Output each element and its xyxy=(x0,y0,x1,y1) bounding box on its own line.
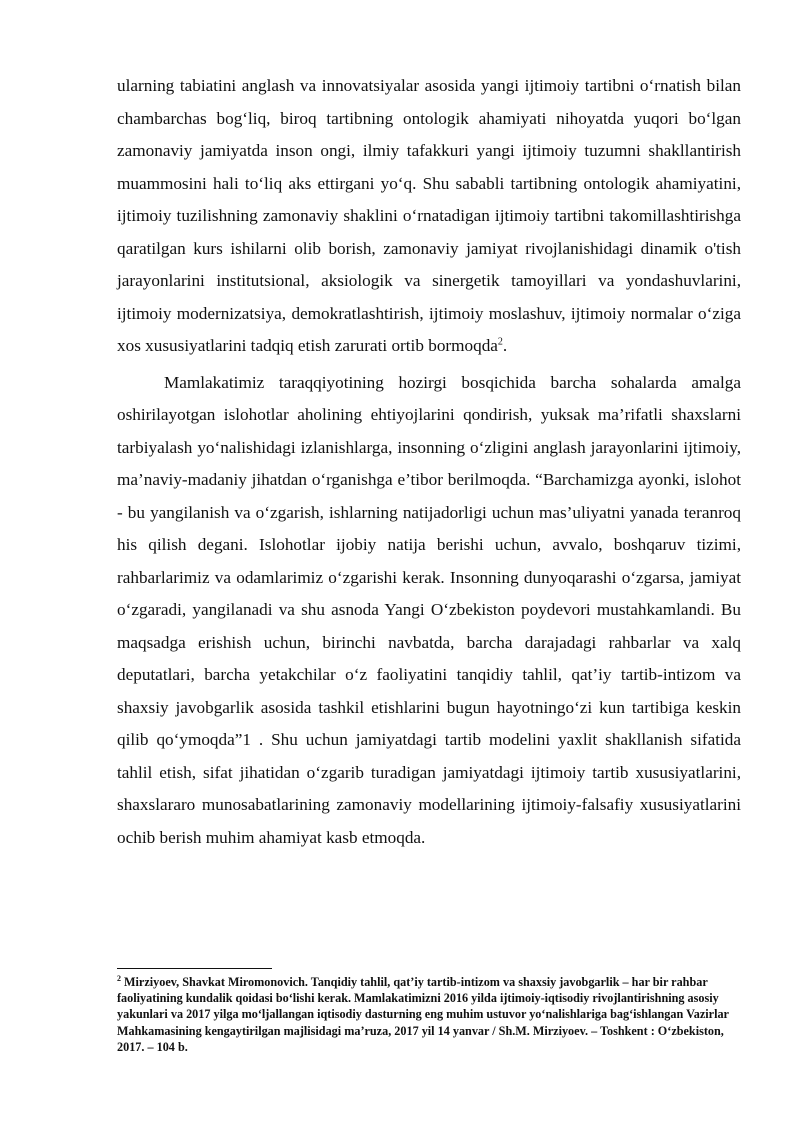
paragraph-text: Mamlakatimiz taraqqiyotining hozirgi bosqichida barcha sohalarda amalga oshirilayotgan islohotlar aholining ehtiyojlarini qondirish, yuksak ma’rifatli shaxslarni tarbiyalash yo‘nalishidagi izlanishlarga, insonning o‘zligini anglash jarayonlarini ijtimoiy, ma’naviy-madaniy jihatdan o‘rganishga e’tibor berilmoqda. “Barchamizga ayonki, islohot - bu yangilanish va o‘zgarish, ishlarning natijadorligi uchun mas’uliyatni yanada teranroq his qilish degani. Islohotlar ijobiy natija berishi uchun, avvalo, boshqaruv tizimi, rahbarlarimiz va odamlarimiz o‘zgarishi kerak. Insonning dunyoqarashi o‘zgarsa, jamiyat o‘zgaradi, yangilanadi va shu asnoda Yangi O‘zbekiston poydevori mustahkamlandi. Bu maqsadga erishish uchun, birinchi navbatda, barcha darajadagi rahbarlar va xalq deputatlari, barcha yetakchilar o‘z faoliyatini tanqidiy tahlil, qat’iy tartib-intizom va shaxsiy javobgarlik asosida tashkil etishlarini bugun hayotningo‘zi kun tartibiga keskin qilib qo‘ymoqda”1 . Shu uchun jamiyatdagi tartib modelini yaxlit shakllanish sifatida tahlil etish, sifat jihatidan o‘zgarib turadigan jamiyatdagi ijtimoiy tartib xususiyatlarini, shaxslararo munosabatlarining zamonaviy modellarining ijtimoiy-falsafiy xususiyatlarini ochib berish muhim ahamiyat kasb etmoqda. xyxy=(117,372,741,847)
body-paragraph xyxy=(117,367,741,855)
footnote-number: 2 xyxy=(117,973,121,983)
footnote-reference[interactable]: 2 xyxy=(497,336,503,348)
footnote-text: Mirziyoev, Shavkat Miromonovich. Tanqidiy tahlil, qat’iy tartib-intizom va shaxsiy javobgarlik – har bir rahbar faoliyatining kundalik qoidasi bo‘lishi kerak. Mamlakatimizni 2016 yilda ijtimoiy-iqtisodiy rivojlantirishning asosiy yakunlari va 2017 yilga mo‘ljallangan iqtisodiy dasturning eng muhim ustuvor yo‘nalishlariga bag‘ishlangan Vazirlar Mahkamasining kengaytirilgan majlisidagi ma’ruza, 2017 yil 14 yanvar / Sh.M. Mirziyoev. – Toshkent : O‘zbekiston, 2017. – 104 b. xyxy=(117,975,729,1054)
paragraph-text: ularning tabiatini anglash va innovatsiyalar asosida yangi ijtimoiy tartibni o‘rnatish bilan chambarchas bog‘liq, biroq tartibning ontologik ahamiyati nihoyatda yuqori bo‘lgan zamonaviy jamiyatda inson ongi, ilmiy tafakkuri yangi ijtimoiy tuzumni shakllantirish muammosini hali to‘liq aks ettirgani yo‘q. Shu sababli tartibning ontologik ahamiyatini, ijtimoiy tuzilishning zamonaviy shaklini o‘rnatadigan ijtimoiy tartibni takomillashtirishga qaratilgan kurs ishilarni olib borish, zamonaviy jamiyat rivojlanishidagi dinamik o'tish jarayonlarini institutsional, aksiologik va sinergetik tamoyillari va yondashuvlarini, ijtimoiy modernizatsiya, demokratlashtirish, ijtimoiy moslashuv, ijtimoiy normalar o‘ziga xos xususiyatlarini tadqiq etish zarurati ortib bormoqda xyxy=(117,76,741,355)
footnote-divider xyxy=(117,968,272,969)
document-body xyxy=(117,70,741,854)
paragraph-end: . xyxy=(502,336,508,355)
footnote xyxy=(117,974,741,1055)
body-paragraph xyxy=(117,70,741,363)
